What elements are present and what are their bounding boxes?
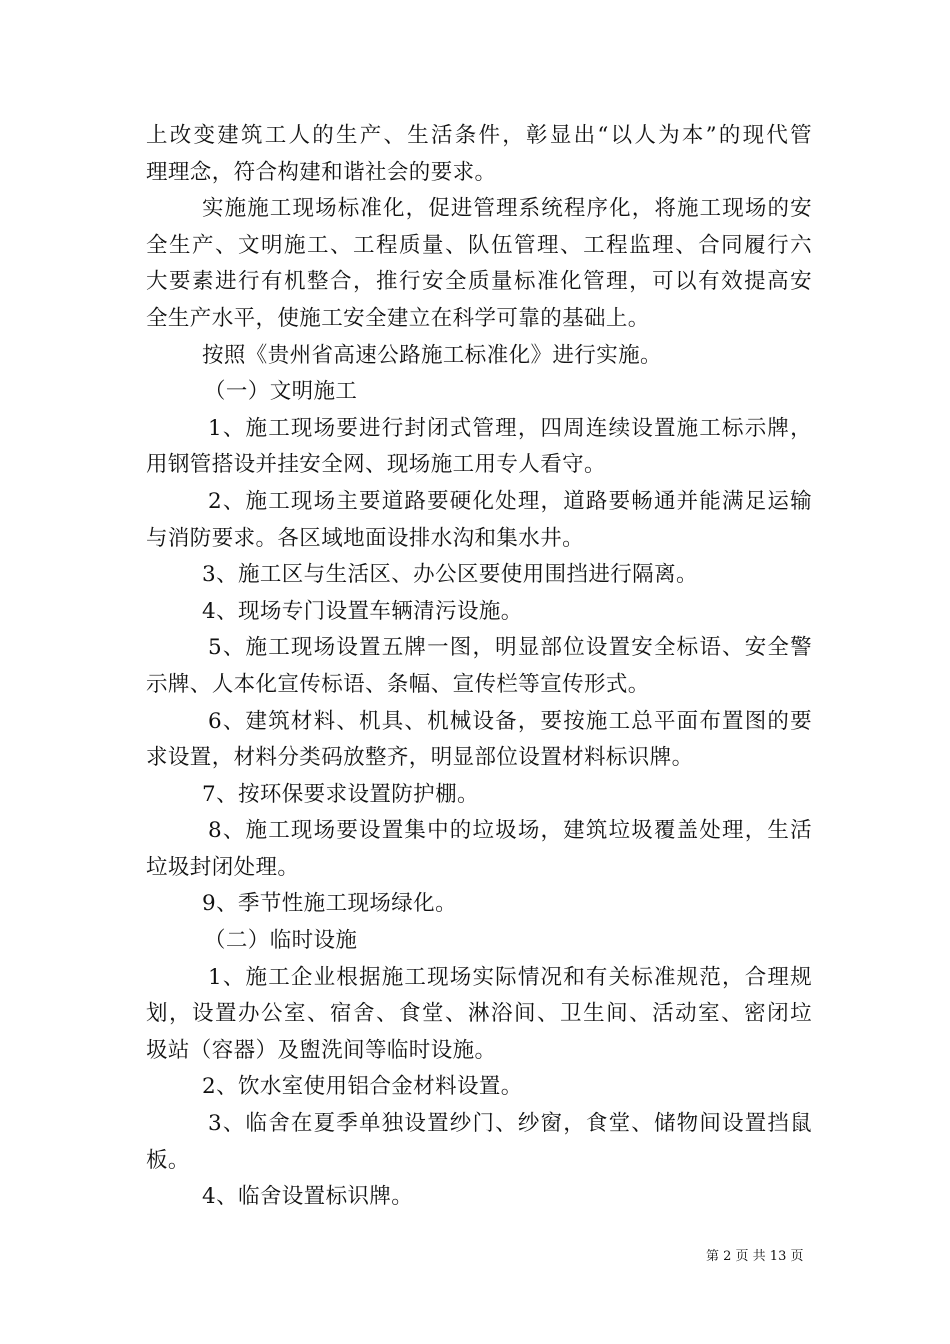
text-line: 4、现场专门设置车辆清污设施。 bbox=[202, 598, 523, 624]
section-heading: （一）文明施工 bbox=[204, 379, 358, 405]
document-body bbox=[146, 118, 812, 1216]
text-line: 上改变建筑工人的生产、生活条件，彰显出“以人为本”的现代管 bbox=[146, 123, 812, 148]
text-line: 理理念，符合构建和谐社会的要求。 bbox=[146, 159, 497, 185]
text-line: 5、施工现场设置五牌一图，明显部位设置安全标语、安全警 bbox=[208, 635, 812, 661]
text-line: 大要素进行有机整合，推行安全质量标准化管理，可以有效提高安 bbox=[146, 269, 812, 295]
text-line: 1、施工现场要进行封闭式管理，四周连续设置施工标示牌， bbox=[208, 415, 812, 441]
text-line: 4、临舍设置标识牌。 bbox=[202, 1184, 414, 1210]
text-line: 全生产水平，使施工安全建立在科学可靠的基础上。 bbox=[146, 305, 650, 331]
text-line: 9、季节性施工现场绿化。 bbox=[202, 891, 457, 917]
text-line: 全生产、文明施工、工程质量、队伍管理、工程监理、合同履行六 bbox=[146, 232, 812, 258]
text-line: 6、建筑材料、机具、机械设备，要按施工总平面布置图的要 bbox=[208, 708, 812, 734]
text-line: 板。 bbox=[146, 1147, 190, 1173]
text-line: 8、施工现场要设置集中的垃圾场，建筑垃圾覆盖处理，生活 bbox=[208, 818, 812, 844]
text-line: 圾站（容器）及盥洗间等临时设施。 bbox=[146, 1037, 497, 1063]
text-line: 3、临舍在夏季单独设置纱门、纱窗，食堂、储物间设置挡鼠 bbox=[208, 1111, 812, 1137]
text-line: 求设置，材料分类码放整齐，明显部位设置材料标识牌。 bbox=[146, 745, 694, 771]
text-line: 示牌、人本化宣传标语、条幅、宣传栏等宣传形式。 bbox=[146, 671, 650, 697]
text-line: 2、饮水室使用铝合金材料设置。 bbox=[202, 1074, 523, 1100]
text-line: 2、施工现场主要道路要硬化处理，道路要畅通并能满足运输 bbox=[208, 488, 812, 514]
page-number: 第 2 页 共 13 页 bbox=[706, 1249, 804, 1264]
text-line: 3、施工区与生活区、办公区要使用围挡进行隔离。 bbox=[202, 562, 698, 588]
text-line: 实施施工现场标准化，促进管理系统程序化，将施工现场的安 bbox=[202, 196, 812, 222]
section-heading: （二）临时设施 bbox=[204, 928, 358, 954]
text-line: 1、施工企业根据施工现场实际情况和有关标准规范，合理规 bbox=[208, 964, 812, 990]
text-line: 划，设置办公室、宿舍、食堂、淋浴间、卫生间、活动室、密闭垃 bbox=[146, 1001, 812, 1027]
text-line: 用钢管搭设并挂安全网、现场施工用专人看守。 bbox=[146, 452, 606, 478]
text-line: 垃圾封闭处理。 bbox=[146, 854, 300, 880]
text-line: 7、按环保要求设置防护棚。 bbox=[202, 781, 479, 807]
text-line: 与消防要求。各区域地面设排水沟和集水井。 bbox=[146, 525, 585, 551]
text-line: 按照《贵州省高速公路施工标准化》进行实施。 bbox=[202, 342, 662, 368]
